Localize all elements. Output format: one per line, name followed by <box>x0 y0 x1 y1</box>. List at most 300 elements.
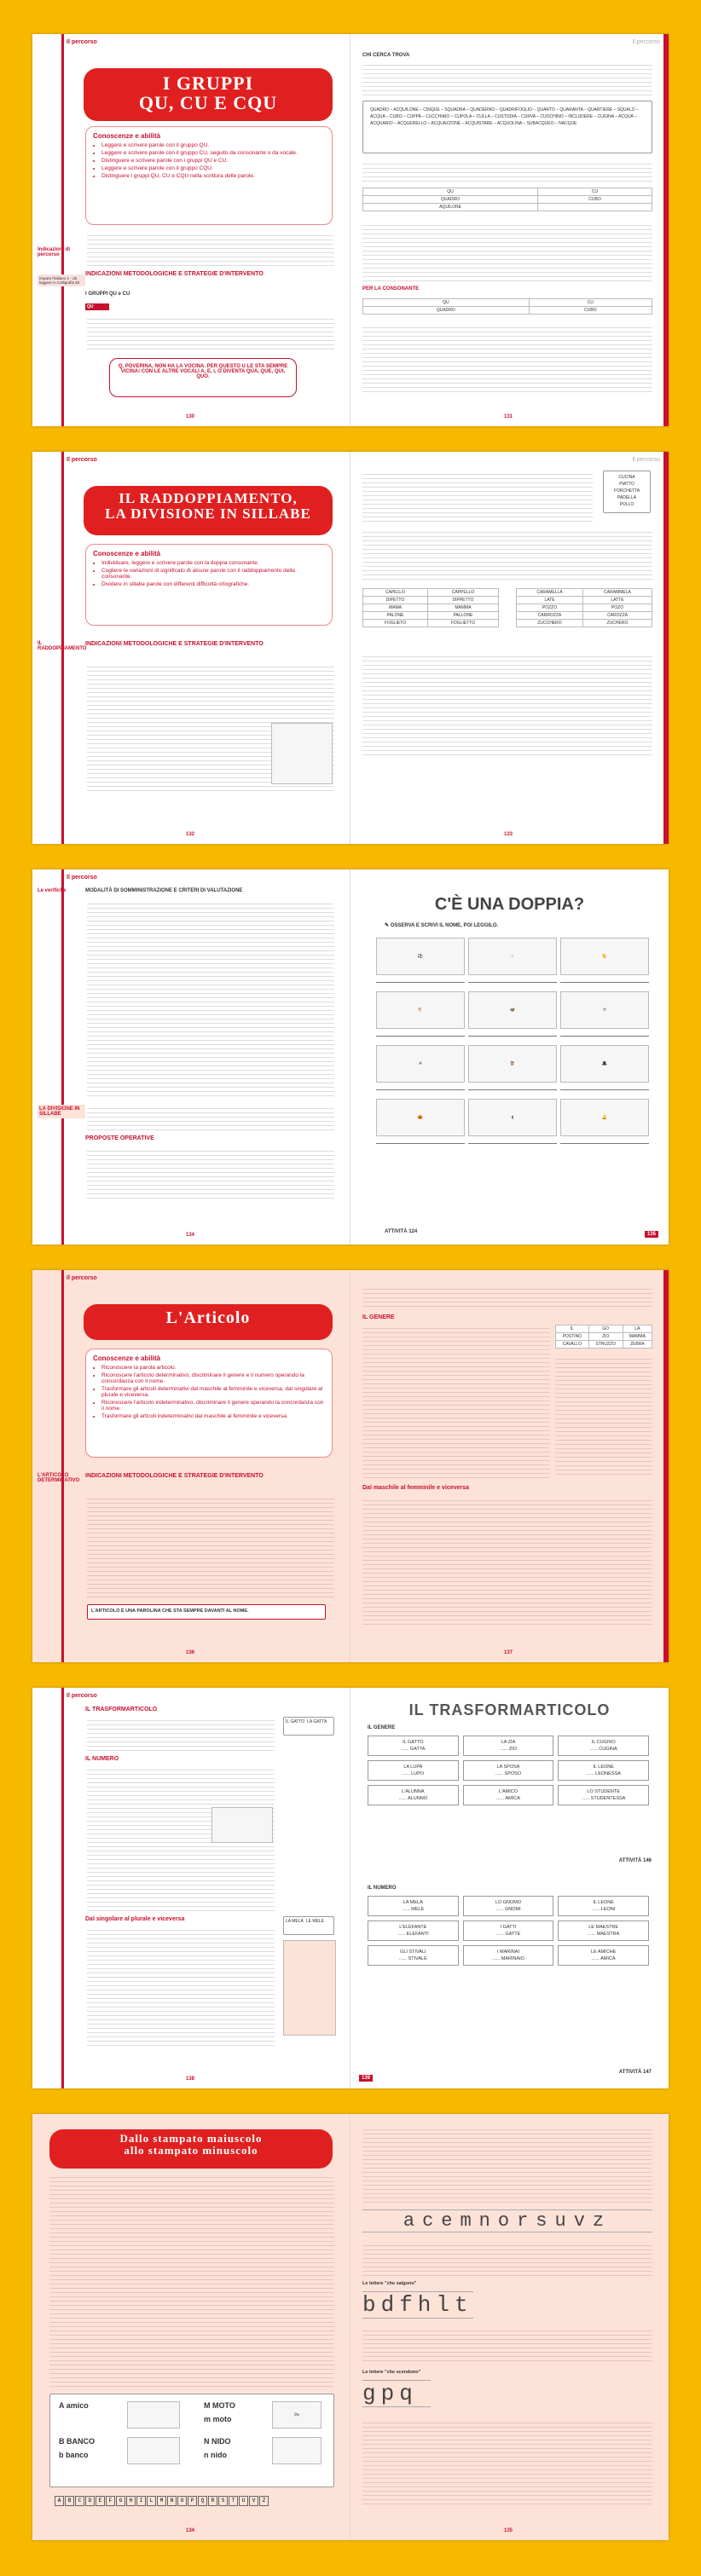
target-word: ...... LEONI <box>592 1907 616 1912</box>
page-number: 139 <box>359 2075 373 2082</box>
body-text <box>555 1355 652 1478</box>
chapter-banner: L'Articolo <box>84 1304 333 1340</box>
body-text <box>87 1147 334 1198</box>
word: banco <box>66 2451 89 2459</box>
page-135b <box>350 2114 669 2540</box>
target-word: ...... AMICA <box>591 1956 616 1961</box>
page-number: 134 <box>186 2528 195 2533</box>
page-number: 132 <box>186 832 195 837</box>
picture-item <box>468 938 557 983</box>
exercise-cell[interactable] <box>558 1760 649 1781</box>
sing-plural-heading: Dal singolare al plurale e viceversa <box>85 1916 185 1922</box>
example-row <box>204 2401 235 2410</box>
table-cell: STRUZZO <box>588 1341 623 1349</box>
table-cell: DIPETTO <box>363 597 428 604</box>
skill-item: • Leggere e scrivere parole con il gruppo QU. <box>101 142 325 148</box>
worksheet-thumbnail <box>271 723 333 784</box>
body-text <box>362 1325 550 1478</box>
answer-line[interactable] <box>376 1143 465 1144</box>
alphabet-row <box>55 2496 269 2506</box>
skill-item: • Distinguere e scrivere parole con i gruppi QU e CU. <box>101 158 325 164</box>
table-cell: LA <box>623 1326 652 1333</box>
section-header: Il percorso <box>632 39 660 45</box>
picture-item <box>560 1045 649 1090</box>
ball-icon: ⚽ <box>376 938 465 975</box>
word: amico <box>66 2401 89 2410</box>
source-word: L'AMICO <box>498 1789 519 1794</box>
intro-text <box>87 232 334 266</box>
answer-line[interactable] <box>468 1089 557 1090</box>
table-cell: CAVALLO <box>556 1341 589 1349</box>
body-text <box>87 1495 334 1597</box>
body-text <box>362 222 652 281</box>
body-text <box>362 2126 652 2203</box>
alphabet-letter: R <box>208 2496 217 2506</box>
pairs-table-left <box>362 588 499 627</box>
side-label: Le verifiche <box>38 888 67 893</box>
word-card <box>603 471 651 513</box>
table-cell: CARAMMELA <box>583 589 652 597</box>
skills-list <box>93 142 325 179</box>
alphabet-letter: F <box>106 2496 115 2506</box>
body-text <box>87 315 334 353</box>
example-row <box>59 2451 89 2459</box>
table-cell: CAPELLO <box>363 589 428 597</box>
skill-item: • Dividere in sillabe parole con differenti difficoltà ortografiche. <box>101 581 325 587</box>
body-text <box>87 1926 275 2046</box>
alphabet-letter: L <box>147 2496 156 2506</box>
alphabet-letter: M <box>157 2496 166 2506</box>
letter-upper: M <box>204 2401 211 2410</box>
owl-icon: 🦉 <box>468 1045 557 1083</box>
example-row <box>204 2415 232 2423</box>
page-number: 134 <box>186 1233 195 1238</box>
side-label: IL RADDOPPIAMENTO <box>38 641 87 651</box>
target-word: ...... GATTE <box>495 1932 521 1937</box>
picture-item <box>468 991 557 1037</box>
body-text <box>362 160 652 184</box>
page-139 <box>350 1688 669 2088</box>
side-label: LA DIVISIONE IN SILLABE <box>38 1105 85 1118</box>
source-word: I MARINAI <box>497 1949 519 1955</box>
method-heading: INDICAZIONI METODOLOGICHE E STRATEGIE D'INTERVENTO <box>85 641 264 647</box>
side-note: Impara l'italiano 1 - da leggere in Calligrafia 50 <box>38 274 85 286</box>
exercise-cell[interactable] <box>463 1736 554 1756</box>
table-cell: PALLONE <box>427 612 498 620</box>
skills-list <box>93 1365 325 1419</box>
source-word: LA LUPA <box>403 1765 423 1770</box>
gender-heading: IL GENERE <box>368 1725 396 1730</box>
table-cell: CUBO <box>529 307 652 315</box>
page-number: 138 <box>186 2076 195 2082</box>
word-list-box: QUADRO – ACQUILONE – CINQUE – SQUADRA – QUADERNO – QUADRIFOGLIO – QUARTO – QUARANTA – QUARTIERE – SQUALO – ACQUA – CUBO – CUPPA – CUCCHIAIO – CUPOLA – CULLA – CUSTODIA – CURVA – CUOCHINO – INCLUDERE – CUGINA – ACQUA – ACQUARIO – ACQUERELLO – ACQUAZZONE – ACQUISTARE – ACQUOLINA – SUBACQUEO – NACQUE <box>362 101 652 153</box>
source-word: L'ELEFANTE <box>399 1925 427 1930</box>
section-header: Il percorso <box>632 457 660 463</box>
side-label: Indicazioni di percorso <box>38 247 71 257</box>
table-cell: QUADRO <box>363 196 538 204</box>
word: nido <box>211 2451 228 2459</box>
alphabet-letter: B <box>65 2496 74 2506</box>
skills-heading: Conoscenze e abilità <box>93 1354 161 1362</box>
gender-heading: IL GENERE <box>362 1314 395 1320</box>
answer-line[interactable] <box>468 1036 557 1037</box>
tag-word: IL GATTO <box>286 1719 305 1724</box>
body-text <box>362 1497 652 1625</box>
skill-item: • Riconoscere la parola articolo. <box>101 1365 325 1371</box>
spread-qu <box>32 34 669 426</box>
letter-upper: B <box>59 2437 65 2446</box>
source-word: I GATTI <box>500 1925 517 1930</box>
example-row <box>59 2401 89 2410</box>
letter-lower: n <box>204 2451 209 2459</box>
body-text <box>362 1285 652 1309</box>
body-text <box>87 1717 275 1751</box>
table-cell: MAMMA <box>427 604 498 612</box>
hen-icon: 🐔 <box>376 991 465 1029</box>
alphabet-letter: T <box>229 2496 238 2506</box>
body-text <box>362 324 652 392</box>
method-heading: INDICAZIONI METODOLOGICHE E STRATEGIE D'INTERVENTO <box>85 271 264 277</box>
table-cell: AQUILONE <box>363 204 538 211</box>
source-word: LE AMICHE <box>590 1949 617 1955</box>
answer-line[interactable] <box>560 1036 649 1037</box>
skill-item: • Individuare, leggere e scrivere parole con la doppia consonante. <box>101 560 325 566</box>
target-word: ...... MAESTRA <box>588 1932 620 1937</box>
instruction-text: OSSERVA E SCRIVI IL NOME, POI LEGGILO. <box>390 923 499 928</box>
tag-word: LA GATTA <box>307 1719 327 1724</box>
spread-trasforma <box>32 1688 669 2088</box>
activity-label: ATTIVITÀ 146 <box>618 1858 652 1863</box>
alphabet-letter: D <box>85 2496 95 2506</box>
consonant-heading: PER LA CONSONANTE <box>362 286 420 292</box>
picture-item <box>468 1045 557 1090</box>
table-cell: ZIO <box>588 1333 623 1341</box>
chapter-banner <box>84 68 333 121</box>
skill-item: • Leggere e scrivere parole con il gruppo CQU. <box>101 165 325 171</box>
article-table <box>555 1325 652 1349</box>
rising-letters: bdfhlt <box>362 2292 473 2318</box>
exercise-cell[interactable] <box>558 1896 649 1916</box>
table-cell: ZUCCHERO <box>517 620 583 627</box>
page-number: 137 <box>504 1650 513 1655</box>
source-word: LO STUDENTE <box>587 1789 620 1794</box>
house-icon: ⌂ <box>468 938 557 975</box>
falling-letters-heading: Le lettere "che scendono" <box>362 2370 421 2375</box>
section-header: Il percorso <box>67 1693 97 1699</box>
source-word: IL CUGINO <box>591 1740 616 1745</box>
picture-item <box>560 938 649 983</box>
table-cell: GO <box>588 1326 623 1333</box>
page-134b <box>32 2114 350 2540</box>
exercise-cell[interactable] <box>558 1736 649 1756</box>
source-word: LA MELA <box>403 1900 423 1905</box>
skills-list <box>93 560 325 587</box>
cat-icon: 🐈 <box>560 938 649 975</box>
word: MOTO <box>212 2401 235 2410</box>
page-number: 136 <box>186 1650 195 1655</box>
page-number: 133 <box>504 832 513 837</box>
target-word: ...... GNOMI <box>495 1907 521 1912</box>
table-cell: POZZO <box>517 604 583 612</box>
spread-articolo <box>32 1270 669 1662</box>
section-header: Il percorso <box>67 1275 97 1281</box>
source-word: LE MAESTRE <box>588 1925 619 1930</box>
answer-line[interactable] <box>376 1089 465 1090</box>
chapter-title-line1: I GRUPPI <box>162 72 254 94</box>
table-cell: CAROZZA <box>583 612 652 620</box>
word: moto <box>212 2415 232 2423</box>
target-word: ...... ELEFANTI <box>397 1932 429 1937</box>
table-cell: ZUCHERO <box>583 620 652 627</box>
skills-box <box>85 544 333 626</box>
answer-line[interactable] <box>468 1143 557 1144</box>
page-133 <box>350 452 669 844</box>
picture-item <box>376 1045 465 1090</box>
tag-word: LA MELA <box>286 1919 304 1924</box>
table-cell: CARAMELLA <box>517 589 583 597</box>
hat-icon: 🎩 <box>560 1045 649 1083</box>
table-cell: LATE <box>517 597 583 604</box>
picture-item <box>376 1099 465 1144</box>
example-row <box>59 2437 95 2446</box>
exercise-cell[interactable] <box>463 1896 554 1916</box>
cu-table <box>362 298 652 315</box>
page-138 <box>32 1688 350 2088</box>
body-text <box>362 61 652 95</box>
exercise-cell[interactable] <box>368 1785 459 1805</box>
margin-line <box>61 1270 64 1662</box>
bell-icon: 🔔 <box>560 1099 649 1136</box>
alphabet-letter: N <box>167 2496 177 2506</box>
exercise-cell[interactable] <box>368 1760 459 1781</box>
bottle-icon: ▮ <box>468 1099 557 1136</box>
chapter-banner <box>49 2129 333 2169</box>
skills-heading: Conoscenze e abilità <box>93 550 161 557</box>
exercise-cell[interactable] <box>463 1945 554 1966</box>
target-word: ...... STIVALE <box>398 1956 427 1961</box>
margin-line <box>61 1688 64 2088</box>
card-word: POLLO <box>619 502 634 507</box>
source-word: GLI STIVALI <box>400 1949 426 1955</box>
exercise-cell[interactable] <box>463 1785 554 1805</box>
exercise-cell[interactable] <box>368 1920 459 1941</box>
skills-box <box>85 1349 333 1458</box>
answer-line[interactable] <box>560 1143 649 1144</box>
spread-sillabe <box>32 452 669 844</box>
activity-label: ATTIVITÀ 147 <box>618 2070 652 2075</box>
skill-item: • Trasformare gli articoli indeterminativi dal maschile al femminile e viceversa. <box>101 1413 325 1419</box>
letter-lower: m <box>204 2415 211 2423</box>
tag-word: LE MELE <box>305 1919 324 1924</box>
worksheet-title: C'È UNA DOPPIA? <box>434 895 585 914</box>
slogan-box: Q, POVERINA, NON HA LA VOCINA. PER QUESTO U LE STA SEMPRE VICINA! CON LE ALTRE VOCALI A, E, I, O DIVENTA QUA, QUE, QUI, QUO. <box>109 358 297 397</box>
table-header: CU <box>529 299 652 307</box>
source-word: LO GNOMO <box>495 1900 522 1905</box>
tag-box <box>283 1717 334 1736</box>
pencil-icon: ✎ <box>385 923 390 928</box>
body-text <box>362 471 593 522</box>
chapter-banner <box>84 486 333 535</box>
alphabet-letter: G <box>116 2496 125 2506</box>
card-word: FORCHETTA <box>613 488 640 494</box>
margin-line <box>61 34 64 426</box>
picture-item <box>560 1099 649 1144</box>
card-word: PIATTO <box>619 482 634 487</box>
table-cell: MAMMA <box>623 1333 652 1341</box>
skill-item: • Distinguere i gruppi QU, CU e CQU nella scrittura delle parole. <box>101 173 325 179</box>
page-134 <box>32 869 350 1245</box>
edge-bar <box>663 452 669 844</box>
lowercase-row: acemnorsuvz <box>362 2209 652 2232</box>
instruction <box>385 922 498 928</box>
chapter-title-line1: Dallo stampato maiuscolo <box>119 2132 263 2145</box>
target-word: ...... LEONESSA <box>586 1771 621 1776</box>
target-word: ...... CUGINA <box>589 1747 617 1752</box>
proposals-heading: PROPOSTE OPERATIVE <box>85 1135 154 1141</box>
chapter-title-line2: QU, CU E CQU <box>138 92 278 114</box>
shovel-icon: ⚒ <box>560 991 649 1029</box>
side-label: L'ARTICOLO DETERMINATIVO <box>38 1473 80 1483</box>
body-text <box>87 900 334 1096</box>
section-header: Il percorso <box>67 457 97 463</box>
alphabet-letter: Q <box>198 2496 207 2506</box>
qu-table <box>362 188 652 211</box>
chapter-title-line2: LA DIVISIONE IN SILLABE <box>105 505 311 522</box>
alphabet-letter: U <box>239 2496 248 2506</box>
exercise-cell[interactable] <box>463 1760 554 1781</box>
children-illustration <box>127 2401 180 2429</box>
desk-icon <box>127 2437 180 2464</box>
chi-cerca-heading: CHI CERCA TROVA <box>362 53 410 58</box>
alphabet-letter: A <box>55 2496 64 2506</box>
page-137 <box>350 1270 669 1662</box>
gender-grid <box>368 1736 649 1805</box>
table-header: QU <box>363 299 530 307</box>
alphabet-letter: S <box>218 2496 228 2506</box>
activity-label: ATTIVITÀ 124 <box>385 1229 418 1234</box>
tag-box <box>283 1916 334 1935</box>
table-cell: CAPPELLO <box>427 589 498 597</box>
method-heading: MODALITÀ DI SOMMINISTRAZIONE E CRITERI DI VALUTAZIONE <box>85 888 243 893</box>
body-text <box>362 2419 652 2504</box>
table-cell <box>538 204 652 211</box>
rule-box: L'ARTICOLO È UNA PAROLINA CHE STA SEMPRE DAVANTI AL NOME. <box>87 1604 326 1620</box>
body-text <box>362 2327 652 2365</box>
card-word: CUCINA <box>618 475 635 480</box>
table-cell: FOGLIETTO <box>427 620 498 627</box>
source-word: L'ALUNNA <box>402 1789 425 1794</box>
edge-bar <box>663 1270 669 1662</box>
motorbike-icon: 🏍 <box>272 2401 322 2429</box>
edge-bar <box>663 34 669 426</box>
spread-stampato <box>32 2114 669 2540</box>
picture-item <box>376 938 465 983</box>
table-cell: LATTE <box>583 597 652 604</box>
alphabet-letter: E <box>96 2496 105 2506</box>
page-132 <box>32 452 350 844</box>
source-word: IL LEONE <box>593 1900 614 1905</box>
exercise-cell[interactable] <box>558 1785 649 1805</box>
page-136 <box>32 1270 350 1662</box>
number-heading: IL NUMERO <box>368 1886 397 1891</box>
number-heading: IL NUMERO <box>85 1756 119 1762</box>
table-cell: PALONE <box>363 612 428 620</box>
left-heading: IL TRASFORMARTICOLO <box>85 1707 158 1713</box>
alphabet-letter: V <box>249 2496 258 2506</box>
target-word: ...... STUDENTESSA <box>581 1796 626 1801</box>
table-header: CU <box>538 188 652 196</box>
answer-line[interactable] <box>468 982 557 983</box>
exercise-cell[interactable] <box>368 1736 459 1756</box>
table-header: QU <box>363 188 538 196</box>
target-word: ...... ZIO <box>500 1747 517 1752</box>
page-number: 135 <box>645 1231 658 1238</box>
picture-item <box>376 991 465 1037</box>
body-text <box>362 653 652 755</box>
alphabet-letter: I <box>136 2496 146 2506</box>
target-word: ...... ALUNNO <box>398 1796 427 1801</box>
example-row <box>204 2437 231 2446</box>
skill-item: • Riconoscere l'articolo determinativo, discriminare il genere e il numero operando la concordanza con il nome. <box>101 1372 325 1384</box>
answer-line[interactable] <box>560 982 649 983</box>
page-130 <box>32 34 350 426</box>
example-box <box>49 2394 334 2487</box>
exercise-cell[interactable] <box>463 1920 554 1941</box>
skills-box <box>85 126 333 225</box>
picture-item <box>560 991 649 1037</box>
picture-item <box>468 1099 557 1144</box>
skill-item: • Cogliere le variazioni di significato di alcune parole con il raddoppiamento della consonante. <box>101 568 325 580</box>
pairs-table-right <box>516 588 652 627</box>
page-number: 131 <box>504 414 513 419</box>
skills-heading: Conoscenze e abilità <box>93 132 161 140</box>
nest-icon <box>272 2437 322 2464</box>
rising-letters-heading: Le lettere "che salgono" <box>362 2281 417 2286</box>
table-cell: IL <box>556 1326 589 1333</box>
exercise-cell[interactable] <box>558 1920 649 1941</box>
chapter-title-line2: allo stampato minuscolo <box>124 2143 258 2157</box>
target-word: ...... GATTA <box>401 1747 426 1752</box>
word: BANCO <box>67 2437 96 2446</box>
section-header: Il percorso <box>67 39 97 45</box>
skill-item: • Leggere e scrivere parole con il gruppo CU, seguito da consonante o da vocale. <box>101 150 325 156</box>
alphabet-letter: Z <box>259 2496 269 2506</box>
number-grid <box>368 1896 649 1966</box>
target-word: ...... SPOSO <box>495 1771 522 1776</box>
flower-icon: ❀ <box>376 1045 465 1083</box>
exercise-cell[interactable] <box>368 1896 459 1916</box>
answer-line[interactable] <box>560 1089 649 1090</box>
card-word: PADELLA <box>617 495 637 500</box>
target-word: ...... LUPO <box>402 1771 425 1776</box>
table-cell: POSTINO <box>556 1333 589 1341</box>
target-word: ...... MELE <box>402 1907 425 1912</box>
article-chart <box>283 1940 336 2036</box>
alphabet-letter: O <box>177 2496 187 2506</box>
exercise-cell[interactable] <box>368 1945 459 1966</box>
chapter-title-line1: IL RADDOPPIAMENTO, <box>119 490 298 506</box>
masc-fem-heading: Dal maschile al femminile e viceversa <box>362 1485 469 1491</box>
worksheet-title: IL TRASFORMARTICOLO <box>408 1701 611 1718</box>
page-131 <box>350 34 669 426</box>
exercise-cell[interactable] <box>558 1945 649 1966</box>
skill-item: • Riconoscere l'articolo indeterminativo, discriminare il genere operando la concordanza con il nome. <box>101 1400 325 1412</box>
alphabet-letter: H <box>126 2496 136 2506</box>
illustration <box>211 1807 273 1843</box>
answer-line[interactable] <box>376 1036 465 1037</box>
answer-line[interactable] <box>376 982 465 983</box>
source-word: IL GATTO <box>403 1740 424 1745</box>
